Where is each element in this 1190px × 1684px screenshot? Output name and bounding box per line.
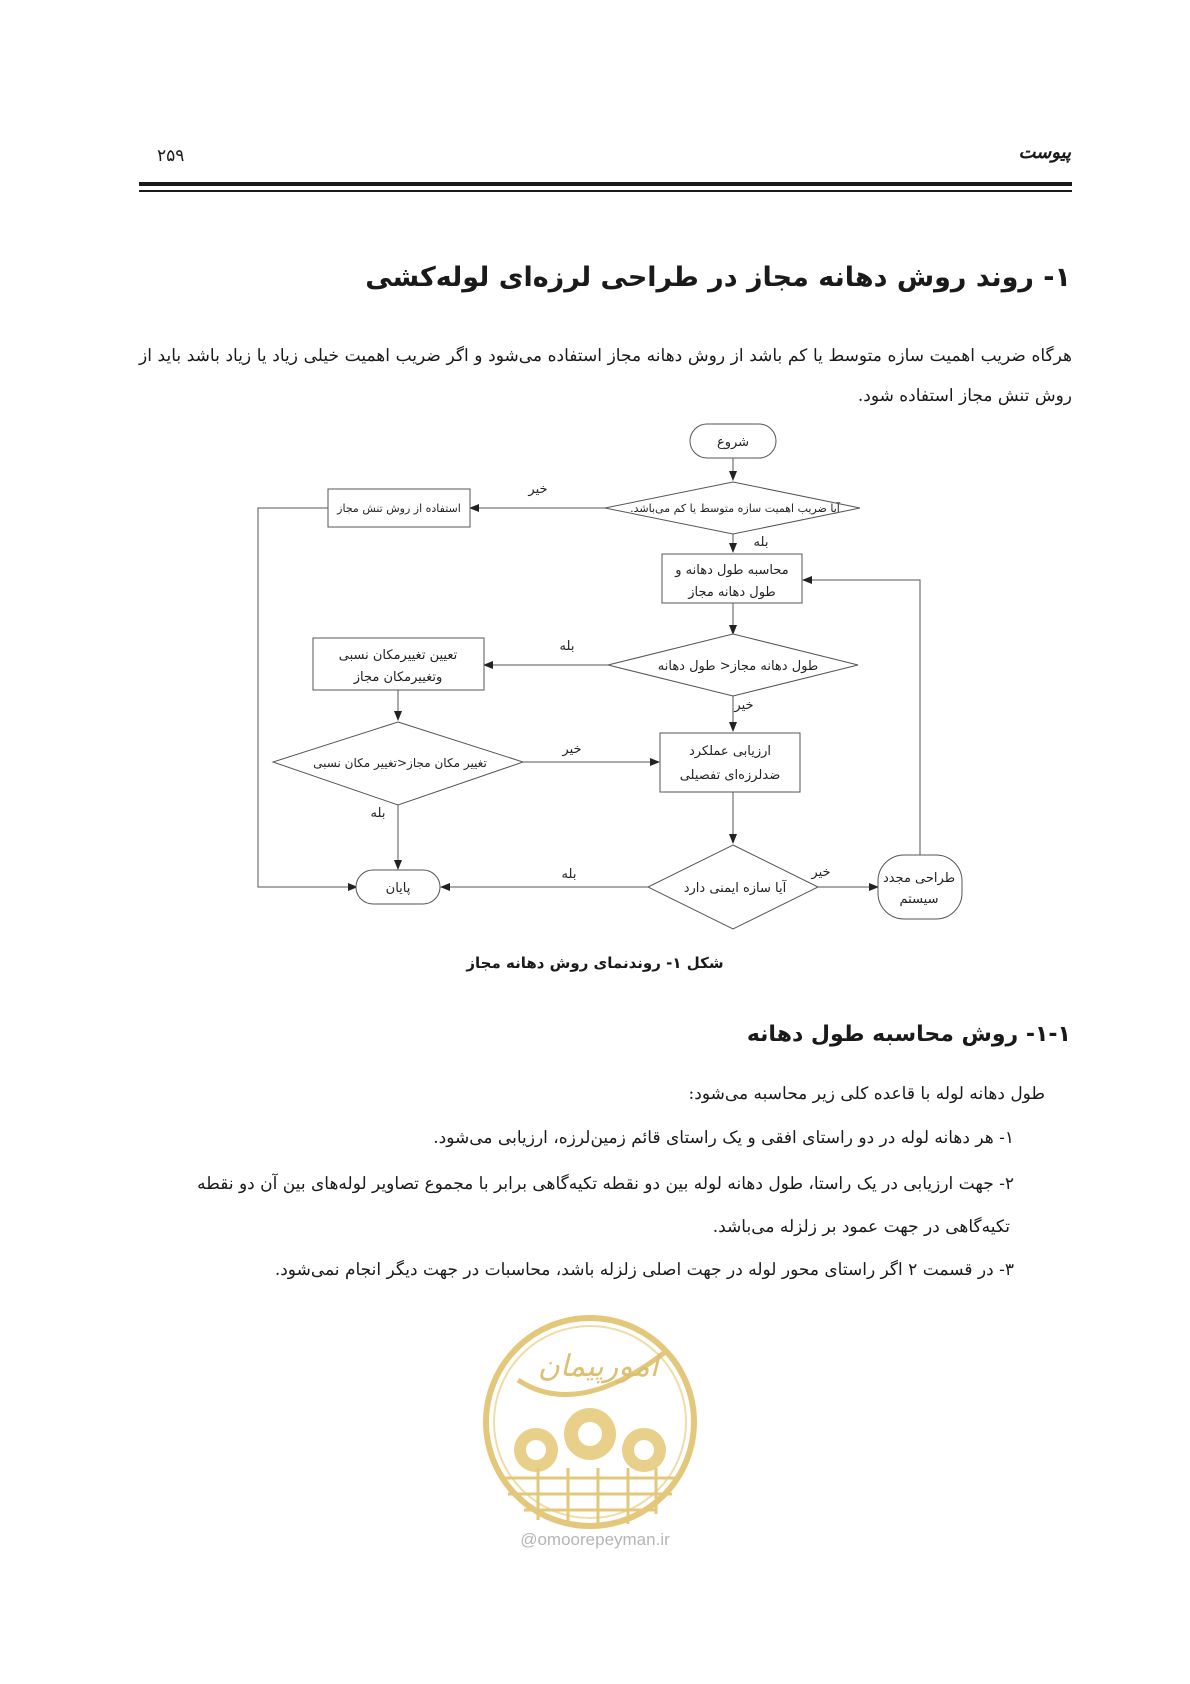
yes-label-2: بله: [559, 639, 575, 654]
page-number: ۲۵۹: [157, 146, 185, 166]
evaluate-box: [660, 733, 800, 792]
decision-span-label: طول دهانه مجاز< طول دهانه: [657, 659, 819, 674]
determine-label-line2: وتغییرمکان مجاز: [353, 670, 443, 685]
redesign-label-line1: طراحی مجدد: [882, 871, 956, 886]
list-item-3: ۳- در قسمت ۲ اگر راستای محور لوله در جهت اصلی زلزله باشد، محاسبات در جهت دیگر انجام نمی‌شود.: [274, 1260, 1014, 1280]
yes-label-4: بله: [561, 867, 577, 882]
subsection-intro: طول دهانه لوله با قاعده کلی زیر محاسبه می‌شود:: [688, 1084, 1045, 1104]
no-label-2: خیر: [734, 698, 754, 713]
redesign-label-line2: سیستم: [899, 892, 939, 907]
determine-label-line1: تعیین تغییرمکان نسبی: [338, 648, 458, 663]
redesign-box: [878, 855, 962, 919]
calc-label-line1: محاسبه طول دهانه و: [675, 563, 789, 578]
yes-label-3: بله: [370, 806, 386, 821]
decision-importance-label: آیا ضریب اهمیت سازه متوسط یا کم می‌باشد.: [630, 502, 840, 515]
end-label: پایان: [385, 881, 411, 896]
no-label-4: خیر: [811, 865, 831, 880]
section-heading: ۱- روند روش دهانه مجاز در طراحی لرزه‌ای لوله‌کشی: [365, 262, 1071, 293]
no-label-3: خیر: [562, 742, 582, 757]
watermark-logo-text: امورپیمان: [537, 1349, 659, 1384]
decision-displacement-label: تغییر مکان مجاز<تغییر مکان نسبی: [313, 756, 487, 770]
start-label: شروع: [716, 435, 750, 450]
figure-caption: شکل ۱- روندنمای روش دهانه مجاز: [466, 954, 724, 972]
section-header-title: پیوست: [1018, 142, 1071, 163]
use-stress-label: استفاده از روش تنش مجاز: [337, 502, 461, 515]
calc-label-line2: طول دهانه مجاز: [688, 585, 776, 600]
evaluate-label-line1: ارزیابی عملکرد: [688, 744, 772, 759]
list-item-1: ۱- هر دهانه لوله در دو راستای افقی و یک راستای قائم زمین‌لرزه، ارزیابی می‌شود.: [433, 1128, 1014, 1148]
evaluate-label-line2: ضدلرزه‌ای تفصیلی: [679, 768, 781, 783]
list-item-2: ۲- جهت ارزیابی در یک راستا، طول دهانه لوله بین دو نقطه تکیه‌گاهی برابر با مجموع تصاویر لوله‌های بین آن دو نقطه: [197, 1174, 1014, 1194]
arrow-stress-end: [258, 508, 357, 887]
yes-label-1: بله: [753, 535, 769, 550]
intro-paragraph: هرگاه ضریب اهمیت سازه متوسط یا کم باشد از روش دهانه مجاز استفاده می‌شود و اگر ضریب اهمیت خیلی زیاد یا زیاد باشد باید از روش تنش مجاز استفاده شود.: [139, 346, 1072, 406]
arrow-redesign-calc: [803, 580, 920, 860]
no-label-1: خیر: [528, 482, 548, 497]
list-item-2-continued: تکیه‌گاهی در جهت عمود بر زلزله می‌باشد.: [712, 1217, 1010, 1237]
watermark-url: @omoorepeyman.ir: [520, 1530, 670, 1549]
subsection-heading: ۱-۱- روش محاسبه طول دهانه: [746, 1022, 1071, 1047]
decision-safety-label: آیا سازه ایمنی دارد: [683, 881, 787, 896]
watermark-logo: [478, 1310, 702, 1534]
